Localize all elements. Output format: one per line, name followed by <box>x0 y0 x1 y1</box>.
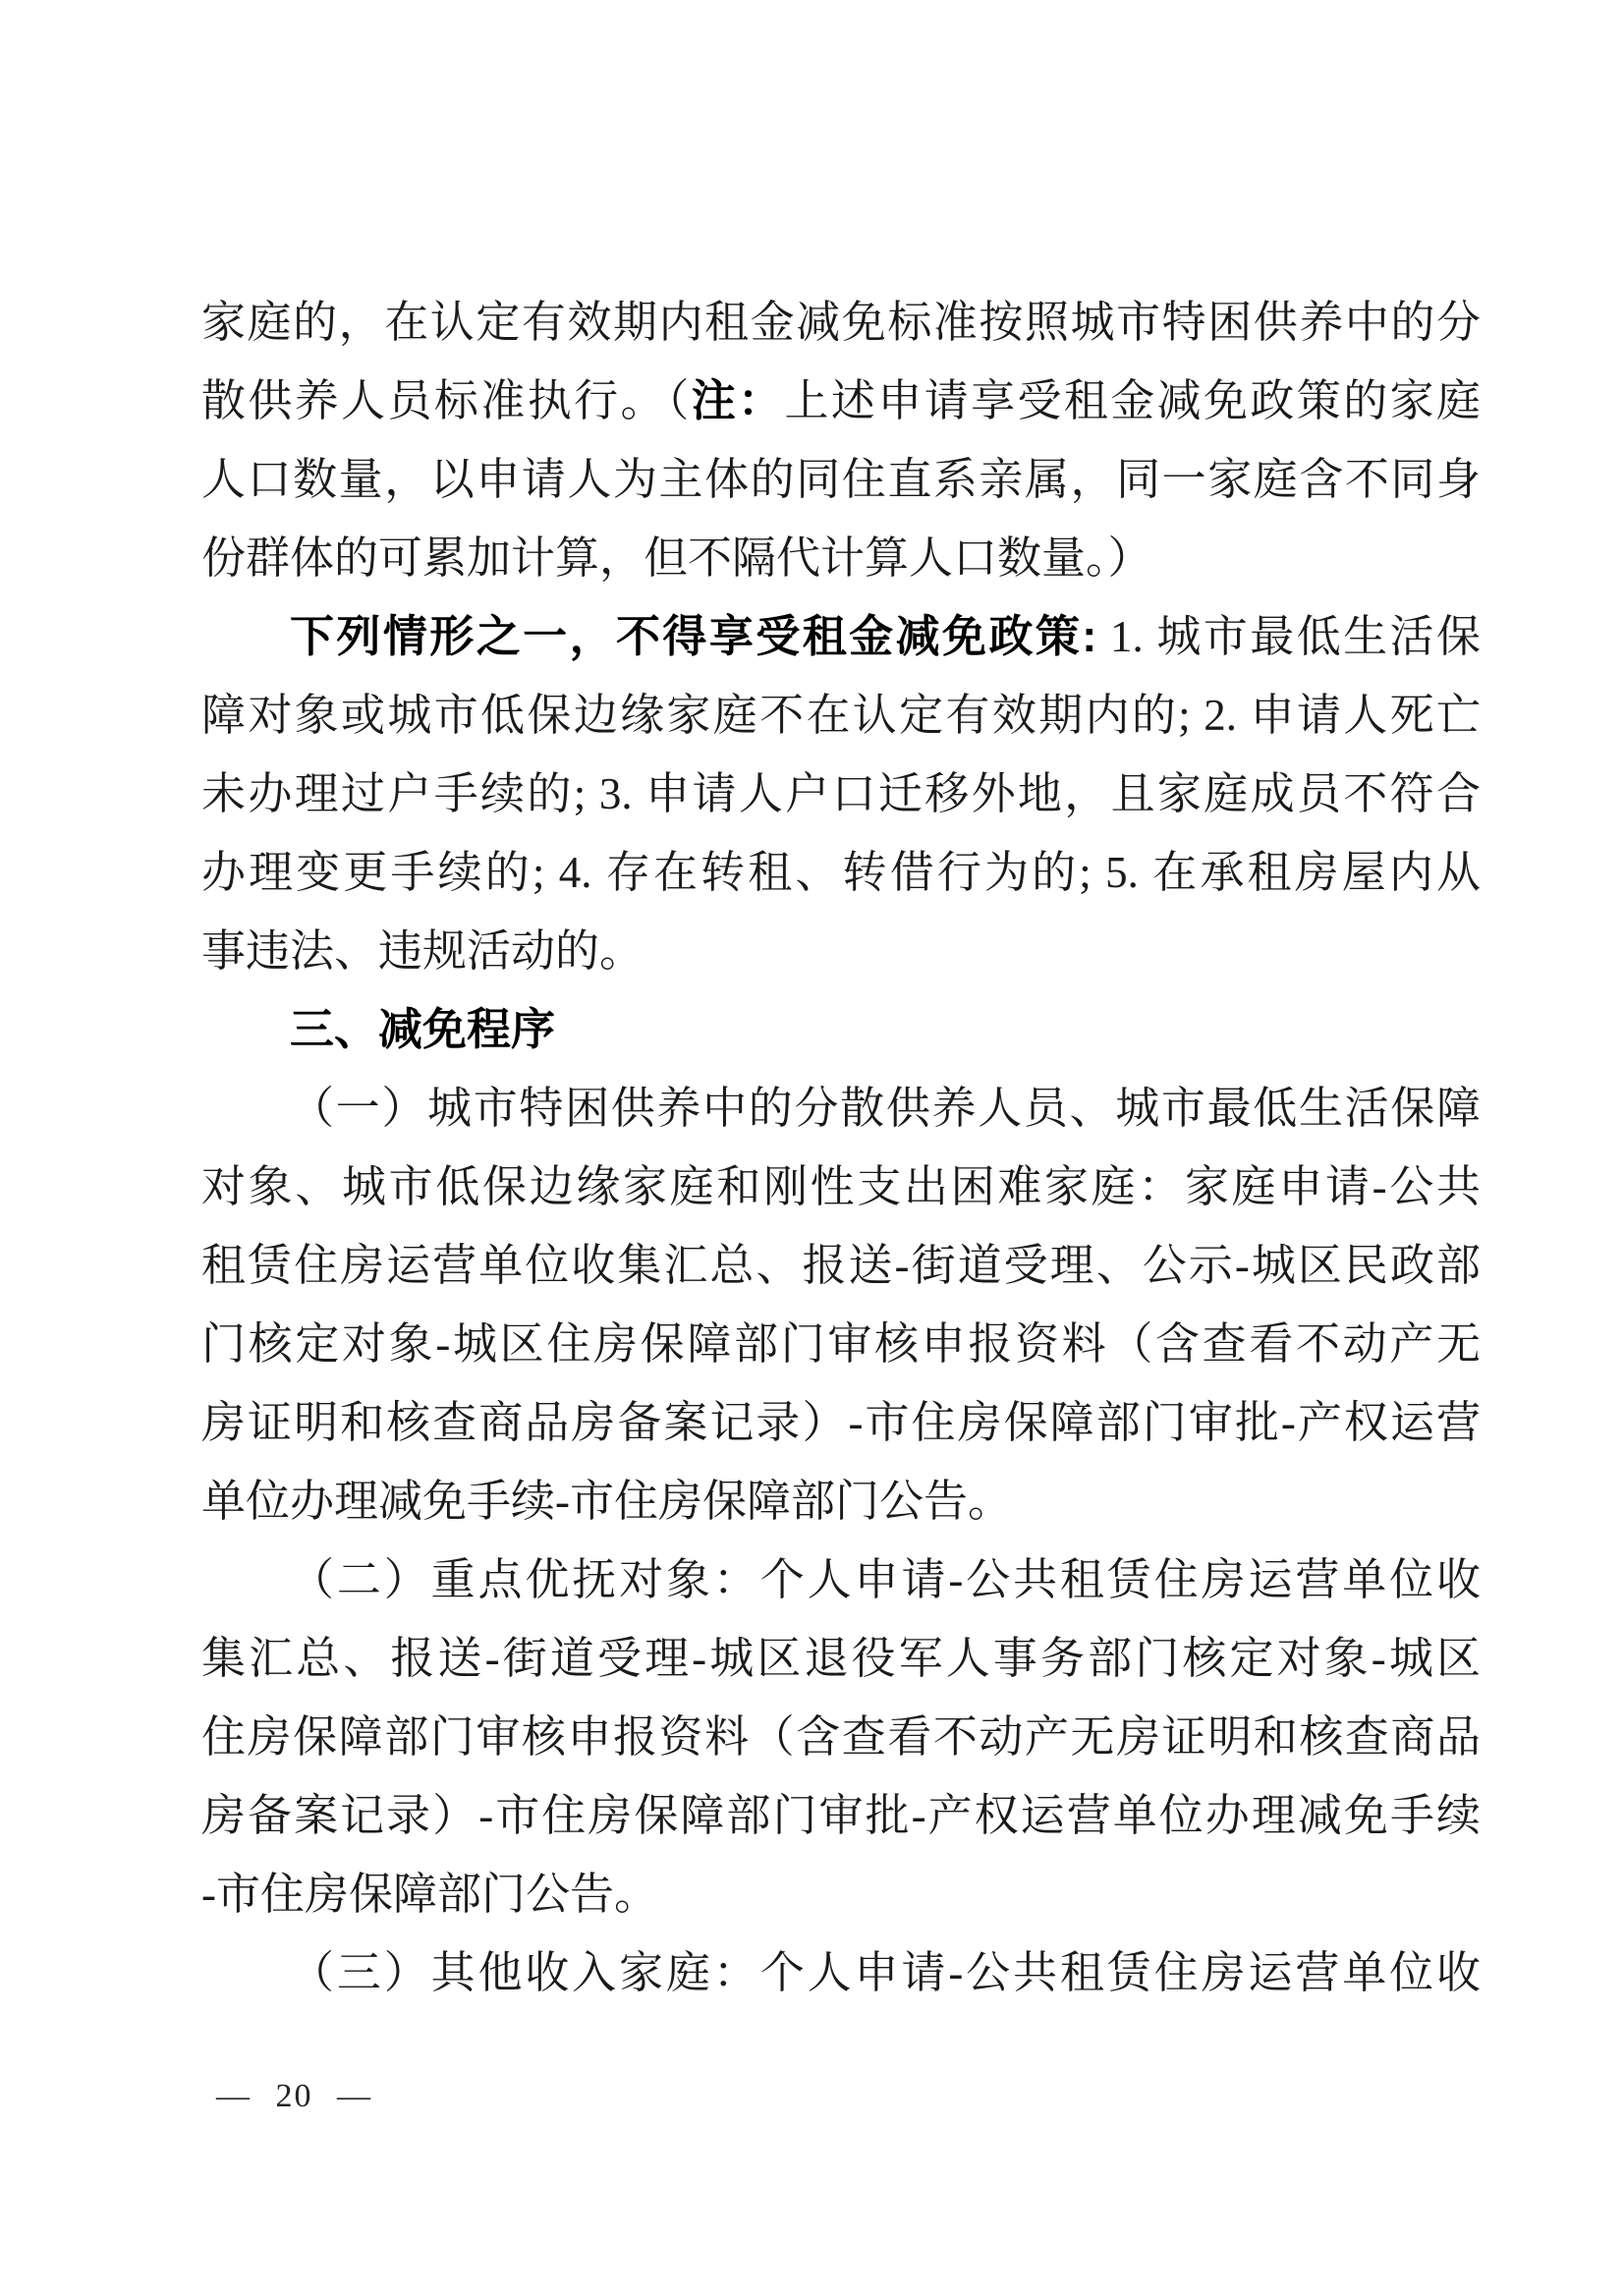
text-segment: （一）城市特困供养中的分散供养人员、城市最低生活保障 <box>290 1084 1481 1133</box>
text-segment: 障对象或城市低保边缘家庭不在认定有效期内的; 2. 申请人死亡 <box>201 691 1481 740</box>
document-lines <box>201 283 1481 2012</box>
text-segment: -市住房保障部门公告。 <box>201 1870 658 1919</box>
text-line <box>201 1776 1481 1855</box>
text-line <box>201 1855 1481 1933</box>
text-line <box>201 362 1481 440</box>
text-segment: 房证明和核查商品房备案记录）-市住房保障部门审批-产权运营 <box>201 1398 1481 1447</box>
text-line <box>201 1462 1481 1540</box>
text-line <box>201 1619 1481 1698</box>
text-segment: 未办理过户手续的; 3. 申请人户口迁移外地，且家庭成员不符合 <box>201 769 1481 818</box>
text-segment: 人口数量，以申请人为主体的同住直系亲属，同一家庭含不同身 <box>201 455 1481 504</box>
text-segment: 对象、城市低保边缘家庭和刚性支出困难家庭：家庭申请-公共 <box>201 1162 1481 1211</box>
bold-text-segment: 注： <box>691 375 785 425</box>
text-line <box>201 912 1481 990</box>
bold-text-segment: 三、减免程序 <box>290 1004 556 1054</box>
text-line <box>201 1383 1481 1462</box>
text-segment: 1. 城市最低生活保 <box>1096 612 1481 661</box>
text-segment: 办理变更手续的; 4. 存在转租、转借行为的; 5. 在承租房屋内从 <box>201 848 1481 897</box>
text-line <box>201 519 1481 597</box>
text-segment: 集汇总、报送-街道受理-城区退役军人事务部门核定对象-城区 <box>201 1634 1481 1683</box>
text-line <box>201 597 1481 676</box>
text-segment: 住房保障部门审核申报资料（含查看不动产无房证明和核查商品 <box>201 1712 1481 1762</box>
text-segment: （二）重点优抚对象：个人申请-公共租赁住房运营单位收 <box>290 1555 1481 1604</box>
text-line <box>201 283 1481 362</box>
text-line <box>201 676 1481 755</box>
text-line <box>201 1540 1481 1619</box>
text-line <box>201 833 1481 912</box>
text-segment: 房备案记录）-市住房保障部门审批-产权运营单位办理减免手续 <box>201 1791 1481 1840</box>
text-line <box>201 1305 1481 1383</box>
text-segment: 事违法、违规活动的。 <box>201 926 644 976</box>
text-line <box>201 1698 1481 1776</box>
text-line <box>201 755 1481 833</box>
text-segment: （三）其他收入家庭：个人申请-公共租赁住房运营单位收 <box>290 1948 1481 1997</box>
text-line <box>201 1933 1481 2012</box>
text-segment: 上述申请享受租金减免政策的家庭 <box>784 376 1481 425</box>
bold-text-segment: 下列情形之一，不得享受租金减免政策: <box>290 611 1097 661</box>
text-segment: 家庭的，在认定有效期内租金减免标准按照城市特困供养中的分 <box>201 298 1481 347</box>
text-line <box>201 440 1481 519</box>
text-segment: 份群体的可累加计算，但不隔代计算人口数量。） <box>201 533 1152 583</box>
text-segment: 租赁住房运营单位收集汇总、报送-街道受理、公示-城区民政部 <box>201 1241 1481 1290</box>
text-segment: 单位办理减免手续-市住房保障部门公告。 <box>201 1477 1012 1526</box>
text-line <box>201 1148 1481 1226</box>
text-line <box>201 1226 1481 1305</box>
page-number: — 20 — <box>216 2078 372 2114</box>
text-line <box>201 1069 1481 1148</box>
text-segment: 散供养人员标准执行。（ <box>201 376 692 425</box>
text-segment: 门核定对象-城区住房保障部门审核申报资料（含查看不动产无 <box>201 1319 1481 1369</box>
text-line <box>201 990 1481 1069</box>
